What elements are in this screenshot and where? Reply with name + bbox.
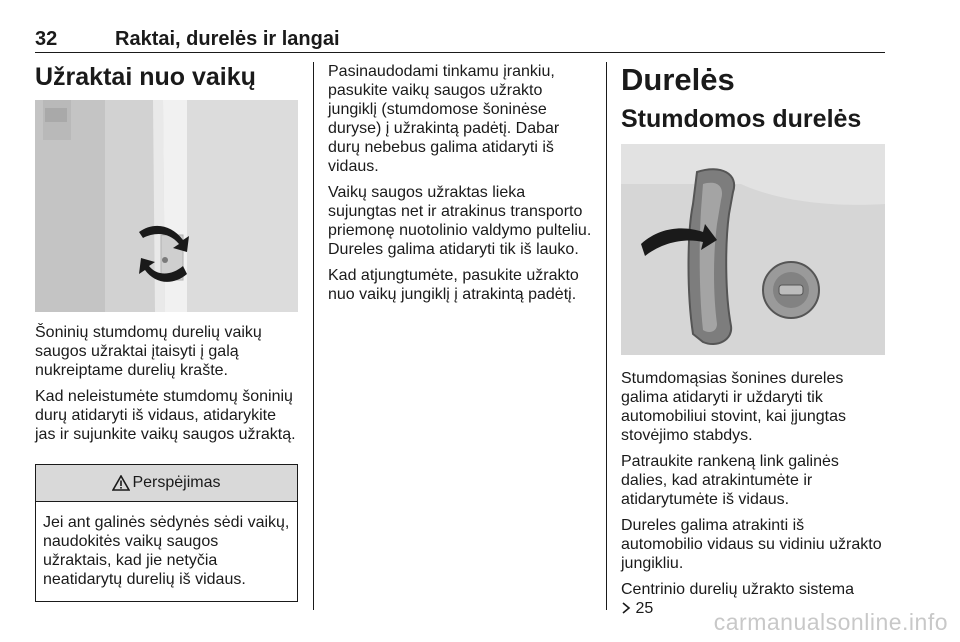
reference-page: 25 — [635, 600, 654, 617]
subsection-title-sliding-doors: Stumdomos durelės — [621, 105, 862, 133]
column-divider — [606, 62, 607, 610]
watermark: carmanualsonline.info — [713, 609, 948, 635]
page-reference-icon — [621, 602, 631, 614]
chapter-title: Raktai, durelės ir langai — [115, 28, 340, 50]
column-divider — [313, 62, 314, 610]
warning-triangle-icon — [112, 475, 130, 491]
warning-header — [36, 465, 297, 502]
paragraph: Dureles galima atrakinti iš automobilio vidaus su vidiniu užrakto jungikliu. — [621, 517, 882, 572]
right-column — [621, 62, 885, 625]
child-lock-illustration — [35, 100, 298, 312]
paragraph: Pasinaudodami tinkamu įrankiu, pasukite vaikų saugos užrakto jungiklį (stumdomose šoninėse duryse) į užrakintą padėtį. Dabar durų nebebus galima atidaryti iš vidaus. — [328, 63, 560, 175]
paragraph: Kad atjungtumėte, pasukite užrakto nuo vaikų jungiklį į atrakintą padėtį. — [328, 267, 579, 303]
warning-body — [36, 502, 297, 601]
warning-box — [35, 464, 298, 602]
left-column — [35, 62, 298, 602]
middle-column — [328, 62, 593, 311]
section-title-child-locks: Užraktai nuo vaikų — [35, 63, 256, 91]
paragraph: Stumdomąsias šonines dureles galima atidaryti ir uždaryti tik automobiliui stovint, kai įjungtas stovėjimo stabdys. — [621, 370, 847, 444]
reference-link[interactable] — [621, 600, 653, 617]
section-title-doors: Durelės — [621, 62, 735, 97]
warning-title: Perspėjimas — [132, 474, 221, 491]
paragraph: Vaikų saugos užraktas lieka sujungtas net ir atrakinus transporto priemonę nuotolinio valdymo pulteliu. Dureles galima atidaryti tik iš lauko. — [328, 184, 592, 258]
reference-text: Centrinio durelių užrakto sistema — [621, 581, 854, 598]
child-lock-caption: Šoninių stumdomų durelių vaikų saugos užraktai įtaisyti į galą nukreiptame durelių krašte. — [35, 324, 262, 379]
warning-text: Jei ant galinės sėdynės sėdi vaikų, naudokitės vaikų saugos užraktais, kad jie netyčia neatidarytų durelių iš vidaus. — [43, 514, 290, 588]
sliding-door-handle-illustration — [621, 144, 885, 355]
paragraph: Patraukite rankeną link galinės dalies, kad atrakintumėte ir atidarytumėte iš vidaus. — [621, 453, 839, 508]
child-lock-paragraph: Kad neleistumėte stumdomų šoninių durų atidaryti iš vidaus, atidarykite jas ir sujunkite vaikų saugos užraktą. — [35, 388, 296, 443]
page-header — [35, 26, 885, 53]
page-number: 32 — [35, 28, 58, 50]
